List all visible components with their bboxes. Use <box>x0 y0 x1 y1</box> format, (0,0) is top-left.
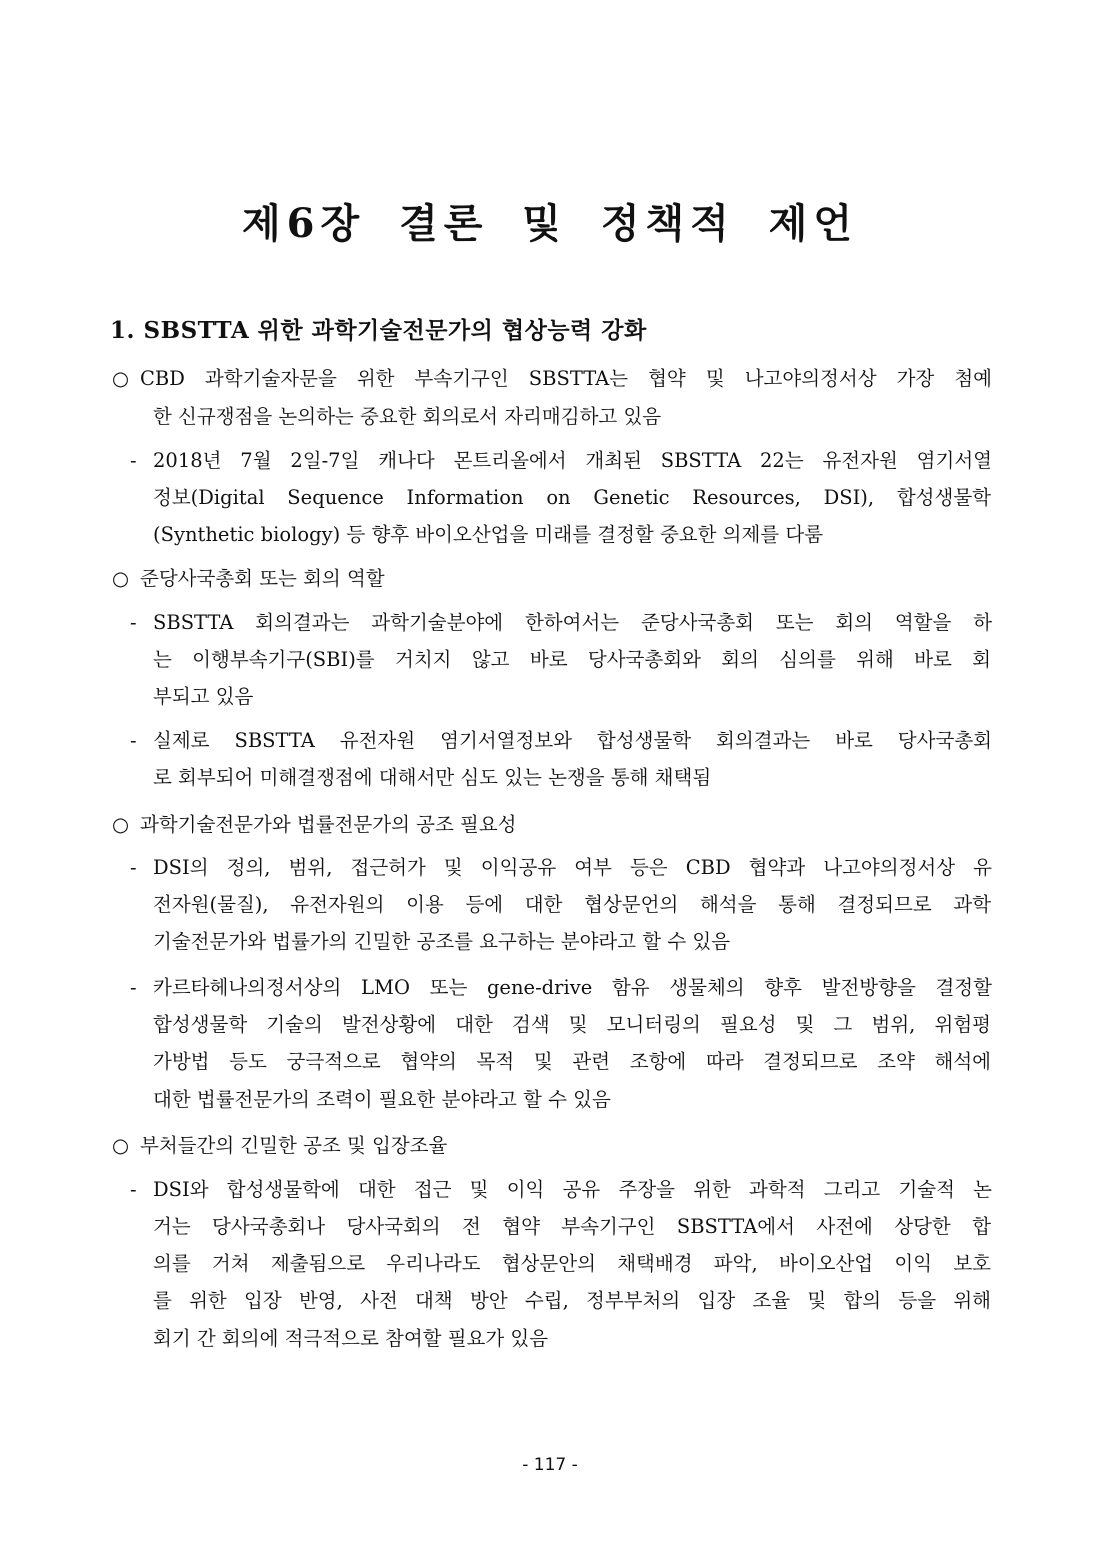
circle-bullet-icon: ○ <box>112 1134 130 1157</box>
circle-bullet-icon: ○ <box>112 567 130 590</box>
bullet-continuation: 한 신규쟁점을 논의하는 중요한 회의로서 자리매김하고 있음 <box>153 405 662 428</box>
dash-item: - 카르타헤나의정서상의 LMO 또는 gene-drive 함유 생물체의 향후 발전방향을 결정할 <box>130 973 992 1003</box>
dash-item: - DSI와 합성생물학에 대한 접근 및 이익 공유 주장을 위한 과학적 그리고 기술적 논 <box>130 1175 992 1205</box>
dash-item: - DSI의 정의, 범위, 접근허가 및 이익공유 여부 등은 CBD 협약과 나고야의정서상 유 <box>130 853 992 883</box>
dash-continuation: 가방법 등도 궁극적으로 협약의 목적 및 관련 조항에 따라 결정되므로 조약 해석에 <box>153 1050 991 1073</box>
dash-item: - SBSTTA 회의결과는 과학기술분야에 한하여서는 준당사국총회 또는 회의 역할을 하 <box>130 608 992 638</box>
bullet-item: ○ CBD 과학기술자문을 위한 부속기구인 SBSTTA는 협약 및 나고야의정서상 가장 첨예 <box>112 364 992 394</box>
dash-bullet-icon: - <box>130 729 137 752</box>
page-title: 제6장 결론 및 정책적 제언 <box>242 200 858 247</box>
dash-continuation: 의를 거쳐 제출됨으로 우리나라도 협상문안의 채택배경 파악, 바이오산업 이익 보호 <box>153 1252 991 1275</box>
dash-bullet-icon: - <box>130 976 137 999</box>
dash-bullet-icon: - <box>130 1178 137 1201</box>
dash-item: - 2018년 7월 2일-7일 캐나다 몬트리올에서 개최된 SBSTTA 22는 유전자원 염기서열 <box>130 446 992 476</box>
bullet-item: ○ 준당사국총회 또는 회의 역할 <box>112 564 385 594</box>
dash-continuation: 기술전문가와 법률가의 긴밀한 공조를 요구하는 분야라고 할 수 있음 <box>153 930 731 953</box>
dash-continuation: 회기 간 회의에 적극적으로 참여할 필요가 있음 <box>153 1327 549 1350</box>
dash-item: - 실제로 SBSTTA 유전자원 염기서열정보와 합성생물학 회의결과는 바로 당사국총회 <box>130 726 992 756</box>
dash-bullet-icon: - <box>130 449 137 472</box>
dash-bullet-icon: - <box>130 611 137 634</box>
dash-continuation: 를 위한 입장 반영, 사전 대책 방안 수립, 정부부처의 입장 조율 및 합의 등을 위해 <box>153 1289 991 1312</box>
dash-bullet-icon: - <box>130 856 137 879</box>
dash-continuation: 전자원(물질), 유전자원의 이용 등에 대한 협상문언의 해석을 통해 결정되므로 과학 <box>153 893 991 916</box>
circle-bullet-icon: ○ <box>112 813 130 836</box>
dash-continuation: 대한 법률전문가의 조력이 필요한 분야라고 할 수 있음 <box>153 1088 611 1111</box>
dash-continuation: 거는 당사국총회나 당사국회의 전 협약 부속기구인 SBSTTA에서 사전에 상당한 합 <box>153 1215 991 1238</box>
page-number: - 117 - <box>522 1455 578 1475</box>
bullet-item: ○ 부처들간의 긴밀한 공조 및 입장조율 <box>112 1131 447 1161</box>
section-heading: 1. SBSTTA 위한 과학기술전문가의 협상능력 강화 <box>110 317 647 344</box>
bullet-item: ○ 과학기술전문가와 법률전문가의 공조 필요성 <box>112 810 517 840</box>
dash-continuation: 정보(Digital Sequence Information on Genetic Resources, DSI), 합성생물학 <box>153 486 991 509</box>
dash-continuation: 합성생물학 기술의 발전상황에 대한 검색 및 모니터링의 필요성 및 그 범위, 위험평 <box>153 1013 991 1036</box>
circle-bullet-icon: ○ <box>112 367 130 390</box>
dash-continuation: 로 회부되어 미해결쟁점에 대해서만 심도 있는 논쟁을 통해 채택됨 <box>153 766 712 789</box>
dash-continuation: 는 이행부속기구(SBI)를 거치지 않고 바로 당사국총회와 회의 심의를 위해 바로 회 <box>153 648 991 671</box>
dash-continuation: 부되고 있음 <box>153 685 254 708</box>
dash-continuation: (Synthetic biology) 등 향후 바이오산업을 미래를 결정할 중요한 의제를 다룸 <box>153 523 824 546</box>
